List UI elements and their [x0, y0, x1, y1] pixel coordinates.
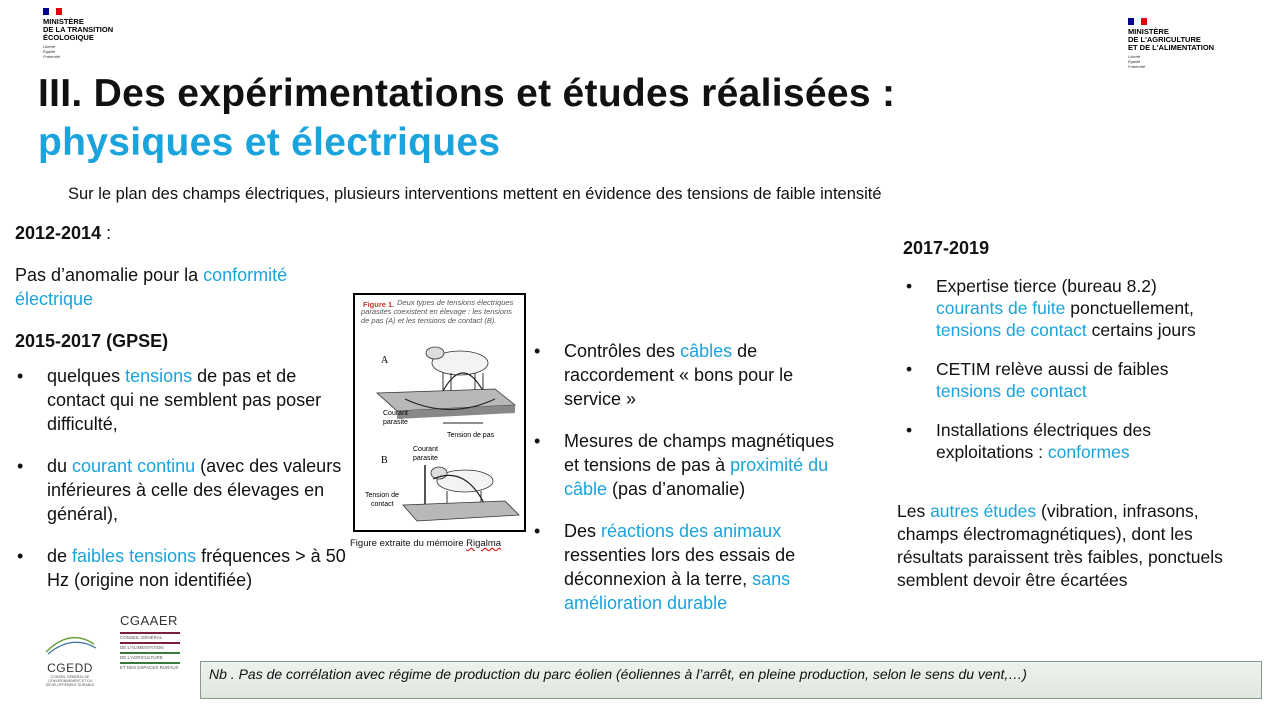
figure-label: Tension de pas — [447, 432, 495, 439]
figure-caption: Deux types de tensions électriques parasites coexistent en élevage : les tensions de pas (A) et les tensions de contact (B). — [361, 298, 514, 325]
motto-line: Liberté — [43, 44, 56, 49]
motto-line: Égalité — [43, 49, 56, 54]
slide-title: III. Des expérimentations et études réalisées : — [38, 72, 896, 115]
panel-label-a: A — [381, 355, 389, 366]
logo-line: DE L'AGRICULTURE — [1128, 35, 1201, 44]
ministry-ecology-logo — [43, 8, 113, 59]
list-item: • du courant continu (avec des valeurs inférieures à celle des élevages en général), — [15, 454, 350, 526]
logo-line: MINISTÈRE — [1128, 27, 1169, 36]
panel-label-b: B — [381, 455, 388, 466]
list-item: • Contrôles des câbles de raccordement « bons pour le service » — [532, 339, 844, 411]
step-contact-voltage-diagram — [355, 295, 524, 530]
figure-caption-label: Figure 1. — [363, 300, 395, 309]
other-studies-paragraph: Les autres études (vibration, infrasons, champs électromagnétiques), dont les résultats paraissent très faibles, ponctuels semblent devoir être écartées — [897, 501, 1223, 590]
cgedd-subtitle: CONSEIL GÉNÉRAL DE L'ENVIRONNEMENT ET DU DÉVELOPPEMENT DURABLE — [45, 675, 95, 687]
figure-label: contact — [371, 501, 394, 508]
list-item: • de faibles tensions fréquences > à 50 Hz (origine non identifiée) — [15, 544, 350, 592]
motto-line: Égalité — [1128, 59, 1141, 64]
right-bullet-list — [904, 275, 1204, 463]
figure-label: Courant — [383, 410, 408, 417]
period-heading: 2017-2019 — [903, 238, 990, 258]
slide-title-highlight: physiques et électriques — [38, 121, 501, 164]
cgaaer-line: DE L'ALIMENTATION — [120, 642, 180, 652]
logo-line: MINISTÈRE — [43, 17, 84, 26]
motto-line: Fraternité — [1128, 64, 1146, 69]
logo-line: ÉCOLOGIQUE — [43, 33, 94, 42]
left-bullet-list — [15, 364, 350, 592]
cgaaer-line: ET DES ESPACES RURAUX — [120, 662, 180, 672]
logo-line: DE LA TRANSITION — [43, 25, 114, 34]
cgaaer-name: CGAAER — [120, 613, 178, 628]
cgedd-name: CGEDD — [47, 661, 93, 675]
cgedd-logo — [40, 630, 100, 687]
french-flag-icon — [1128, 18, 1147, 25]
french-flag-icon — [43, 8, 62, 15]
period-heading: 2015-2017 (GPSE) — [15, 331, 169, 351]
figure-image — [353, 293, 526, 532]
figure-source: Figure extraite du mémoire Rigalma — [350, 538, 502, 549]
figure-label: parasite — [383, 419, 408, 426]
ministry-agriculture-logo — [1128, 18, 1214, 69]
list-item: • Des réactions des animaux ressenties lors des essais de déconnexion à la terre, sans amélioration durable — [532, 519, 844, 615]
figure-label: parasite — [413, 455, 438, 462]
slide-subtitle: Sur le plan des champs électriques, plusieurs interventions mettent en évidence des tensions de faible intensité — [68, 185, 882, 203]
list-item: • Expertise tierce (bureau 8.2) courants de fuite ponctuellement, tensions de contact certains jours — [904, 275, 1204, 341]
list-item: • Installations électriques des exploitations : conformes — [904, 419, 1204, 463]
logo-line: ET DE L'ALIMENTATION — [1128, 43, 1215, 52]
period-heading: 2012-2014 : — [15, 223, 112, 243]
left-column — [15, 221, 350, 592]
cgaaer-line: CONSEIL GÉNÉRAL — [120, 632, 180, 642]
footnote-text: Nb . Pas de corrélation avec régime de production du parc éolien (éoliennes à l’arrêt, en pleine production, selon le sens du vent,…) — [209, 666, 1027, 682]
cgedd-swoosh-icon — [42, 630, 98, 656]
cgaaer-line: DE L'AGRICULTURE — [120, 652, 180, 662]
motto-line: Liberté — [1128, 54, 1141, 59]
footnote-box — [200, 661, 1262, 699]
list-item: • quelques tensions de pas et de contact qui ne semblent pas poser difficulté, — [15, 364, 350, 436]
motto-line: Fraternité — [43, 54, 61, 59]
list-item: • Mesures de champs magnétiques et tensions de pas à proximité du câble (pas d’anomalie) — [532, 429, 844, 501]
middle-bullet-list — [532, 339, 844, 615]
conformity-paragraph: Pas d’anomalie pour la conformité électrique — [15, 265, 288, 309]
figure-label: Tension de — [365, 492, 399, 499]
list-item: • CETIM relève aussi de faibles tensions de contact — [904, 358, 1204, 402]
figure-label: Courant — [413, 446, 438, 453]
cgaaer-logo — [120, 613, 180, 672]
